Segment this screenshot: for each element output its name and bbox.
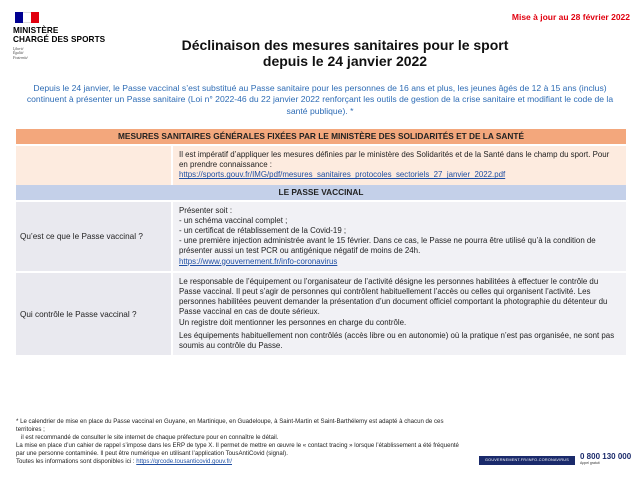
who-controls-body: Le responsable de l’équipement ou l’organisateur de l’activité désigne les personnes habilitées à effectuer le contrôle du Passe vaccinal. Il peut s’agir de personnes qui contrôlent habituellement l’accès ou celles qui organisent l’activité. Les personnes habilitées peuvent demander la présentation d’un document officiel comportant la photographie du détenteur du Passe vaccinal en cas de doute sérieux. Un registre doit mentionner les personnes en charge du contrôle. Les équipements habituellement non contrôlés (accès libre ou en autonomie) où la pratique n’est pas organisée, ne sont pas soumis au contrôle du Passe. [171, 273, 626, 355]
general-measures-label [16, 146, 171, 185]
republic-motto: Liberté Égalité Fraternité [13, 47, 28, 60]
what-is-passe-body: Présenter soit : - un schéma vaccinal complet ; - un certificat de rétablissement de la Covid-19 ; - une première injection administrée avant le 15 février. Dans ce cas, le Passe ne pourra être utilisé qu’à la condition de présenter aussi un test PCR ou antigénique négatif de moins de 24h. https://www.gouvernement.fr/info-coronavirus [171, 202, 626, 271]
page-title: Déclinaison des mesures sanitaires pour le sport depuis le 24 janvier 2022 [181, 37, 509, 69]
gov-coronavirus-banner: GOUVERNEMENT.FR/INFO-CORONAVIRUS [479, 456, 575, 465]
list-item: - un schéma vaccinal complet ; [179, 215, 288, 225]
who-controls-label: Qui contrôle le Passe vaccinal ? [16, 273, 171, 355]
measures-table [16, 129, 626, 355]
hotline-number: 0 800 130 000 Appel gratuit [580, 452, 632, 465]
who-controls-row [16, 271, 626, 355]
what-is-passe-label: Qu’est ce que le Passe vaccinal ? [16, 202, 171, 271]
protocols-pdf-link[interactable]: https://sports.gouv.fr/IMG/pdf/mesures_sanitaires_protocoles_sectoriels_27_janvier_2022.pdf [179, 170, 506, 180]
what-is-passe-row [16, 200, 626, 271]
french-flag-icon [15, 12, 39, 23]
list-item: - une première injection administrée avant le 15 février. Dans ce cas, le Passe ne pourra être utilisé qu’à la condition de présenter aussi un test PCR ou antigénique négatif de moins de 24h. [179, 236, 596, 256]
general-measures-row [16, 144, 626, 185]
general-measures-body: Il est impératif d’appliquer les mesures définies par le ministère des Solidarités et de la Santé dans le champ du sport. Pour en prendre connaissance : https://sports.gouv.fr/IMG/pdf/mesures_sanitaires_protocoles_sectoriels_27_janvier_2022.pdf [171, 146, 626, 185]
passe-vaccinal-heading: LE PASSE VACCINAL [16, 185, 626, 200]
list-item: - un certificat de rétablissement de la Covid-19 ; [179, 226, 347, 236]
coronavirus-info-link[interactable]: https://www.gouvernement.fr/info-coronavirus [179, 256, 338, 266]
intro-paragraph: Depuis le 24 janvier, le Passe vaccinal s’est substitué au Passe sanitaire pour les personnes de 16 ans et plus, les jeunes âgés de 12 à 15 ans (inclus) continuent à présenter un Passe sanitaire (Loi n° 2022-46 du 22 janvier 2022 renforçant les outils de gestion de la crise sanitaire et modifiant le code de la santé publique). * [26, 83, 614, 116]
ministry-name: MINISTÈRE CHARGÉ DES SPORTS [13, 26, 106, 44]
ministry-logo [13, 12, 133, 60]
qrcode-link[interactable]: https://qrcode.tousanticovid.gouv.fr/ [136, 458, 232, 466]
footnotes: * Le calendrier de mise en place du Passe vaccinal en Guyane, en Martinique, en Guadeloupe, à Saint-Martin et Saint-Barthélemy est adapté à chacun de ces territoires ; il est recommandé de consulter le site internet de chaque préfecture pour en connaître le détail. La mise en place d’un cahier de rappel s’impose dans les ERP de type X. Il permet de mettre en œuvre le « contact tracing » lorsque l’établissement a été fréquenté par une personne contaminée. Il peut être numérique en utilisant l’application TousAntiCovid (signal). Toutes les informations sont disponibles ici : https://qrcode.tousanticovid.gouv.fr/ [16, 418, 459, 466]
update-date: Mise à jour au 28 février 2022 [511, 12, 630, 22]
general-measures-heading: MESURES SANITAIRES GÉNÉRALES FIXÉES PAR LE MINISTÈRE DES SOLIDARITÉS ET DE LA SANTÉ [16, 129, 626, 144]
